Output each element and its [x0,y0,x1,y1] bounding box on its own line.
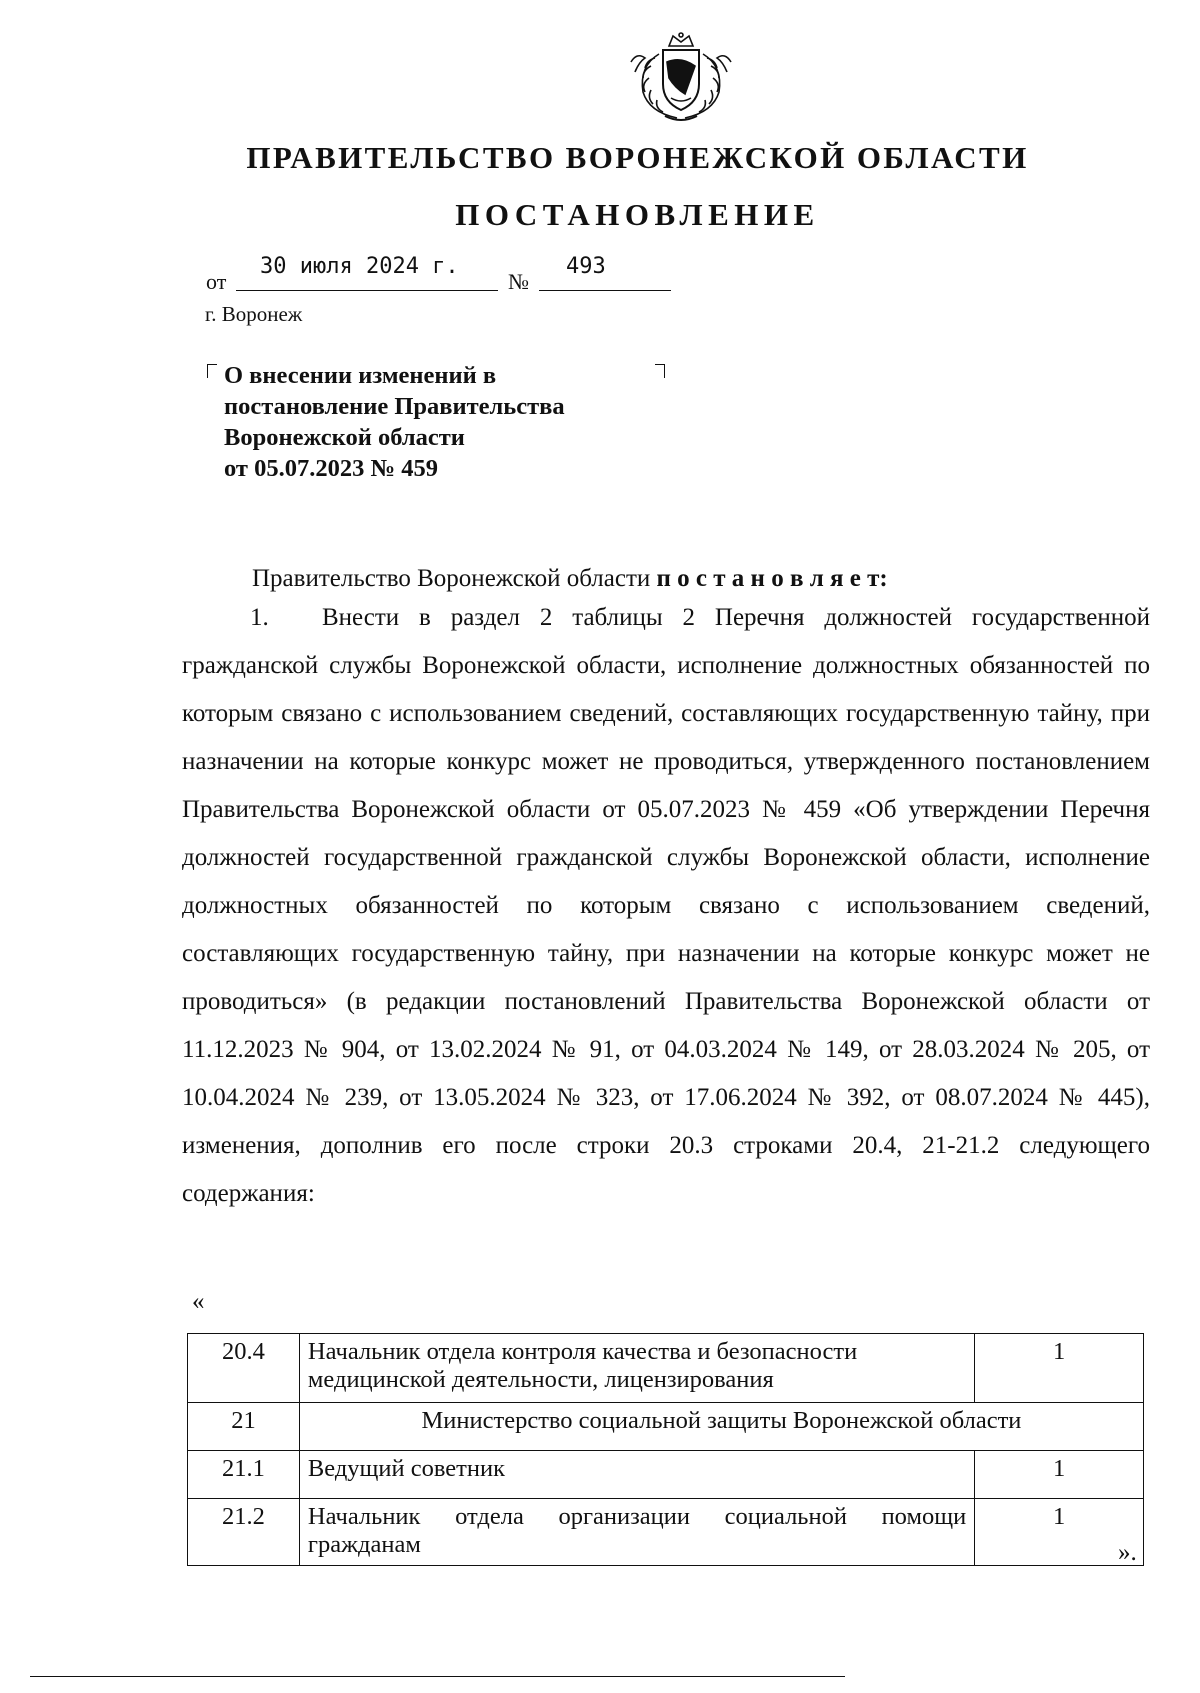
coat-of-arms-emblem [625,32,737,124]
subject-line: О внесении изменений в [224,362,497,389]
position-line: Начальник отдела контроля качества и безопасности [307,1338,858,1365]
section-title: Министерство социальной защиты Воронежской области [299,1403,1143,1451]
row-number: 21.1 [188,1451,300,1499]
number-prefix: № [508,269,529,294]
row-number: 21 [188,1403,300,1451]
item-text: Внести в раздел 2 таблицы 2 Перечня должностей государственной гражданской службы Воронежской области, исполнение должностных обязанностей по которым связано с использованием сведений, составляющих государственную тайну, при назначении на которые конкурс может не проводиться, утвержденного постановлением Правительства Воронежской области от 05.07.2023 № 459 «Об утверждении Перечня должностей государственной гражданской службы Воронежской области, исполнение должностных обязанностей по которым связано с использованием сведений, составляющих государственную тайну, при назначении на которые конкурс может не проводиться» (в редакции постановлений Правительства Воронежской области от 11.12.2023 № 904, от 13.02.2024 № 91, от 04.03.2024 № 149, от 28.03.2024 № 205, от 10.04.2024 № 239, от 13.05.2024 № 323, от 17.06.2024 № 392, от 08.07.2024 № 445), изменения, дополнив его после строки 20.3 строками 20.4, 21-21.2 следующего содержания: [182,604,1150,1207]
row-count: 1 [975,1334,1144,1403]
row-number: 20.4 [188,1334,300,1403]
open-quote: « [192,1288,205,1315]
row-count: 1 [975,1451,1144,1499]
intro-verb: п о с т а н о в л я е т: [656,565,888,592]
date-prefix: от [206,269,227,294]
subject-corner-right [655,364,665,378]
subject-line: Воронежской области [224,424,465,451]
row-count: 1 [975,1499,1144,1566]
table-row [188,1499,1144,1566]
item-number: 1. [250,604,269,631]
subject-line: от 05.07.2023 № 459 [224,455,438,482]
subject-corner-left [207,364,217,378]
row-position [299,1451,974,1499]
intro-text: Правительство Воронежской области [252,565,651,592]
document-type-title: ПОСТАНОВЛЕНИЕ [455,197,820,232]
row-number: 21.2 [188,1499,300,1566]
row-position [299,1499,974,1566]
coat-of-arms-icon [625,32,737,124]
document-number: 493 [566,254,606,279]
document-date: 30 июля 2024 г. [260,254,459,279]
number-underline [539,290,671,291]
footer-divider [30,1676,845,1677]
date-underline [236,290,498,291]
position-line: медицинской деятельности, лицензирования [307,1366,774,1393]
position-line: Начальник отдела организации социальной помощи [307,1503,967,1530]
table-row [188,1403,1144,1451]
position-line: гражданам [307,1531,421,1558]
close-quote: ». [1118,1539,1137,1566]
row-position [299,1334,974,1403]
subject-line: постановление Правительства [224,393,565,420]
table-row [188,1451,1144,1499]
document-subject [224,360,565,484]
table-row [188,1334,1144,1403]
position-line: Ведущий советник [307,1455,505,1482]
item-paragraph [182,594,1150,1218]
intro-paragraph [252,563,888,595]
city-name: г. Воронеж [205,302,303,326]
government-title: ПРАВИТЕЛЬСТВО ВОРОНЕЖСКОЙ ОБЛАСТИ [246,140,1029,175]
inserted-rows-table [187,1333,1144,1566]
